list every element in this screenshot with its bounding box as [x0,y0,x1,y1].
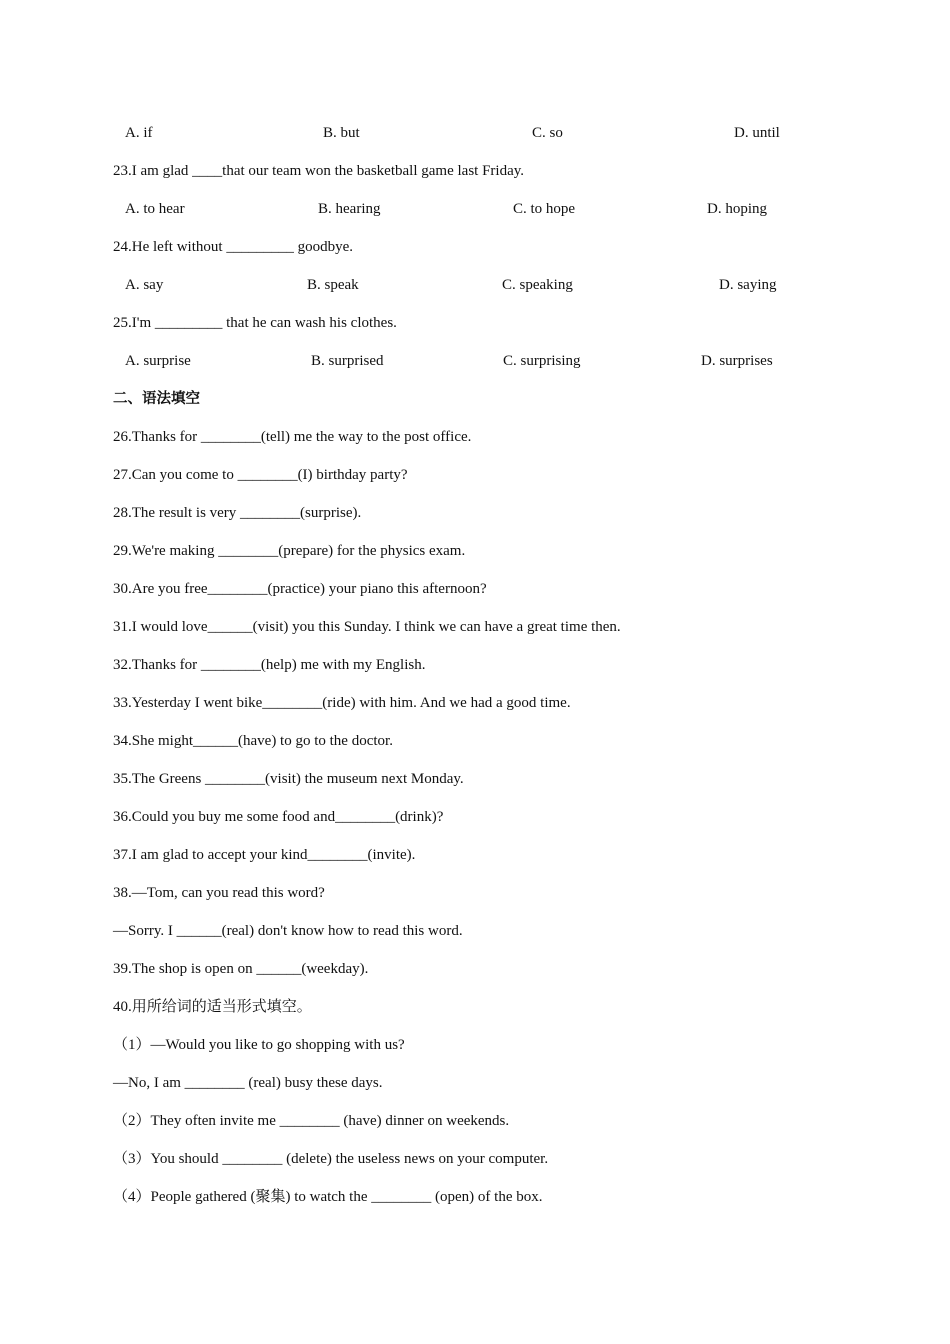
q24-stem: 24.He left without _________ goodbye. [113,239,353,255]
q33-line: 33.Yesterday I went bike________(ride) with him. And we had a good time. [113,695,571,711]
q23-option-d: D. hoping [707,201,767,217]
q40-1-line: （1）—Would you like to go shopping with us? [113,1037,405,1053]
q36-line: 36.Could you buy me some food and________(drink)? [113,809,444,825]
q23-option-a: A. to hear [125,201,185,217]
q22-option-d: D. until [734,125,780,141]
q25-option-d: D. surprises [701,353,773,369]
q25-stem: 25.I'm _________ that he can wash his clothes. [113,315,397,331]
q22-option-c: C. so [532,125,563,141]
q25-option-c: C. surprising [503,353,581,369]
q26-line: 26.Thanks for ________(tell) me the way to the post office. [113,429,472,445]
q40-4-line: （4）People gathered (聚集) to watch the ________ (open) of the box. [113,1189,543,1205]
q40-3-line: （3）You should ________ (delete) the useless news on your computer. [113,1151,549,1167]
q23-stem: 23.I am glad ____that our team won the basketball game last Friday. [113,163,525,179]
q25-option-a: A. surprise [125,353,191,369]
q40-1-answer-line: —No, I am ________ (real) busy these days. [113,1075,383,1091]
q34-line: 34.She might______(have) to go to the doctor. [113,733,393,749]
q22-option-b: B. but [323,125,360,141]
q35-line: 35.The Greens ________(visit) the museum next Monday. [113,771,464,787]
q31-line: 31.I would love______(visit) you this Sunday. I think we can have a great time then. [113,619,621,635]
q39-line: 39.The shop is open on ______(weekday). [113,961,369,977]
q38-answer-line: —Sorry. I ______(real) don't know how to read this word. [113,923,463,939]
q40-instruction: 40.用所给词的适当形式填空。 [113,999,312,1015]
section-heading: 二、语法填空 [113,391,200,407]
q29-line: 29.We're making ________(prepare) for the physics exam. [113,543,466,559]
q28-line: 28.The result is very ________(surprise). [113,505,362,521]
q24-option-a: A. say [125,277,164,293]
q22-option-a: A. if [125,125,153,141]
q23-option-b: B. hearing [318,201,381,217]
q32-line: 32.Thanks for ________(help) me with my English. [113,657,426,673]
q24-option-d: D. saying [719,277,777,293]
q37-line: 37.I am glad to accept your kind________(invite). [113,847,416,863]
q38-line: 38.—Tom, can you read this word? [113,885,325,901]
q30-line: 30.Are you free________(practice) your piano this afternoon? [113,581,487,597]
q23-option-c: C. to hope [513,201,576,217]
q27-line: 27.Can you come to ________(I) birthday party? [113,467,408,483]
q24-option-c: C. speaking [502,277,573,293]
q25-option-b: B. surprised [311,353,384,369]
q40-2-line: （2）They often invite me ________ (have) dinner on weekends. [113,1113,510,1129]
q24-option-b: B. speak [307,277,359,293]
